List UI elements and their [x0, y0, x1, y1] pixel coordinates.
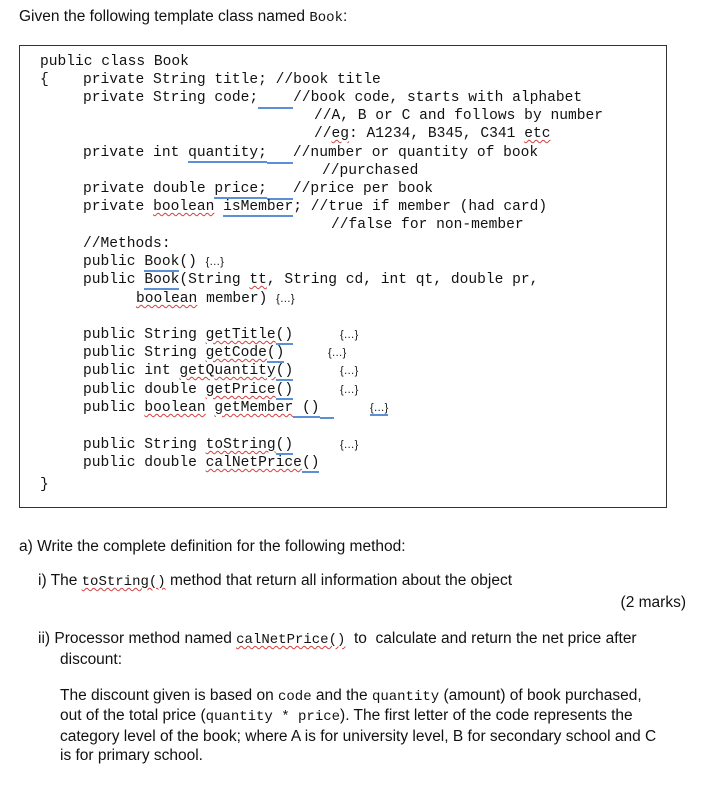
code-kw: public int	[83, 363, 180, 379]
code-param-member: member)	[197, 291, 277, 307]
question-i-marks: (2 marks)	[620, 594, 686, 611]
para-text: out of the total price (	[60, 707, 206, 724]
question-i-post: method that return all information about the object	[165, 572, 513, 589]
code-kw: public String	[83, 327, 206, 343]
code-param: (String	[179, 272, 250, 288]
code-parens: ()	[266, 345, 285, 361]
para-text: The discount given is based on	[60, 687, 278, 704]
code-parens: ()	[293, 400, 320, 416]
discount-para-line2	[60, 706, 633, 728]
code-method-name: getPrice	[205, 382, 276, 398]
code-line-code	[83, 89, 582, 109]
code-comment-examples: : A1234, B345, C341	[349, 126, 525, 142]
code-kw: public double	[83, 382, 206, 398]
code-comment: //number or quantity of book	[292, 145, 539, 161]
code-comment-eg: eg	[331, 126, 350, 142]
code-comment: ; //true if member (had card)	[293, 199, 548, 215]
code-comment-slashes: //	[314, 126, 332, 142]
code-body-dots	[340, 436, 358, 454]
code-line-ismember	[83, 198, 547, 216]
code-constructor-full	[83, 271, 538, 289]
question-i-label: i)	[38, 572, 51, 589]
question-ii-label: ii)	[38, 630, 55, 647]
code-type-boolean: boolean	[144, 400, 206, 416]
code-kw: public double	[83, 455, 206, 471]
code-comment-etc: etc	[524, 126, 551, 142]
discount-para-line3: category level of the book; where A is for university level, B for secondary school and C	[60, 728, 657, 745]
para-code: quantity * price	[205, 709, 341, 725]
para-code: code	[278, 689, 312, 705]
code-methods-comment: //Methods:	[83, 236, 171, 252]
code-method-tostring	[83, 436, 293, 454]
intro-text: Given the following template class named	[19, 8, 310, 25]
question-i	[38, 571, 512, 593]
code-decl: private int	[83, 145, 189, 161]
code-ctor-name: Book	[144, 272, 180, 288]
para-text: ). The first letter of the code represents the	[340, 707, 633, 724]
code-method-getprice	[83, 381, 293, 399]
code-type-boolean: boolean	[153, 199, 215, 215]
code-kw: public	[83, 272, 145, 288]
code-ctor-name: Book	[144, 254, 180, 270]
code-body-dots-text: {…}	[340, 329, 359, 341]
code-decl: private double	[83, 181, 215, 197]
code-method-getquantity	[83, 362, 293, 380]
code-constructor-cont	[136, 290, 295, 308]
code-decl: private	[83, 199, 154, 215]
code-comment-line3	[314, 125, 550, 143]
code-method-name: getQuantity	[179, 363, 276, 379]
discount-para-line1	[60, 686, 642, 708]
question-i-pre: The	[50, 572, 82, 589]
code-parens: ()	[275, 327, 294, 343]
question-ii	[38, 629, 637, 651]
question-a-title: a) Write the complete definition for the following method:	[19, 538, 406, 555]
question-ii-pre: Processor method named	[54, 630, 237, 647]
code-body-dots	[340, 381, 358, 399]
question-ii-post: to calculate and return the net price after	[345, 630, 637, 647]
code-parens: ()	[275, 437, 294, 453]
code-decl: private String code;	[83, 90, 259, 106]
code-param-tt: tt	[249, 272, 267, 288]
intro-line	[19, 8, 347, 26]
code-comment-line2: //A, B or C and follows by number	[314, 108, 604, 124]
code-method-getmember	[83, 399, 334, 419]
code-field-ismember: isMember	[223, 199, 294, 215]
intro-classname: Book	[309, 10, 343, 26]
code-field-quantity: quantity;	[188, 145, 267, 161]
question-i-code: toString()	[81, 574, 166, 590]
code-parens: ()	[275, 363, 294, 379]
code-body-dots-text: {…}	[370, 402, 389, 414]
code-line-quantity	[83, 144, 538, 164]
code-parens: ()	[275, 382, 294, 398]
code-space	[214, 199, 223, 215]
para-text: and the	[311, 687, 372, 704]
code-body-dots-text: {…}	[340, 365, 359, 377]
code-box	[19, 45, 667, 508]
code-gap	[267, 180, 293, 200]
code-gap	[267, 144, 293, 164]
code-kw: public	[83, 254, 145, 270]
code-kw: public String	[83, 345, 206, 361]
code-field-price: price;	[214, 181, 267, 197]
code-line-class: public class Book	[40, 54, 189, 70]
code-gap	[258, 89, 293, 109]
code-params: , String cd, int qt, double pr,	[266, 272, 539, 288]
code-parens: ()	[301, 455, 320, 471]
question-ii-code: calNetPrice()	[236, 632, 346, 648]
code-comment: //price per book	[292, 181, 434, 197]
code-comment-nonmember: //false for non-member	[331, 217, 524, 233]
code-constructor-default	[83, 253, 224, 271]
code-body-dots	[340, 362, 358, 380]
code-close-brace: }	[40, 477, 49, 493]
code-line-price	[83, 180, 433, 200]
code-open-brace: {	[40, 72, 49, 88]
question-ii-line2: discount:	[60, 651, 123, 668]
code-parens: ()	[179, 254, 206, 270]
code-body-dots: {…}	[205, 256, 224, 268]
code-body-dots	[328, 344, 346, 362]
para-code: quantity	[371, 689, 440, 705]
code-method-name: getTitle	[205, 327, 276, 343]
discount-para-line4: is for primary school.	[60, 747, 203, 764]
code-method-calnetprice	[83, 454, 319, 472]
code-method-name: getMember	[214, 400, 294, 416]
code-body-dots-text: {…}	[340, 439, 359, 451]
code-method-name: calNetPrice	[205, 455, 302, 471]
code-body-dots	[370, 399, 388, 417]
para-text: (amount) of book purchased,	[439, 687, 642, 704]
code-method-name: toString	[205, 437, 276, 453]
code-kw: public String	[83, 437, 206, 453]
code-body-dots-text: {…}	[328, 347, 347, 359]
code-comment: //book code, starts with alphabet	[293, 90, 583, 106]
intro-colon: :	[342, 8, 348, 25]
code-kw: public	[83, 400, 145, 416]
code-gap	[320, 399, 334, 419]
code-line-title: private String title; //book title	[83, 72, 381, 88]
code-method-name: getCode	[205, 345, 267, 361]
code-type-boolean: boolean	[136, 291, 198, 307]
code-body-dots-text: {…}	[340, 384, 359, 396]
code-comment-purchased: //purchased	[322, 163, 419, 179]
code-method-getcode	[83, 344, 284, 362]
code-body-dots: {…}	[276, 293, 295, 305]
code-method-gettitle	[83, 326, 293, 344]
code-body-dots	[340, 326, 358, 344]
